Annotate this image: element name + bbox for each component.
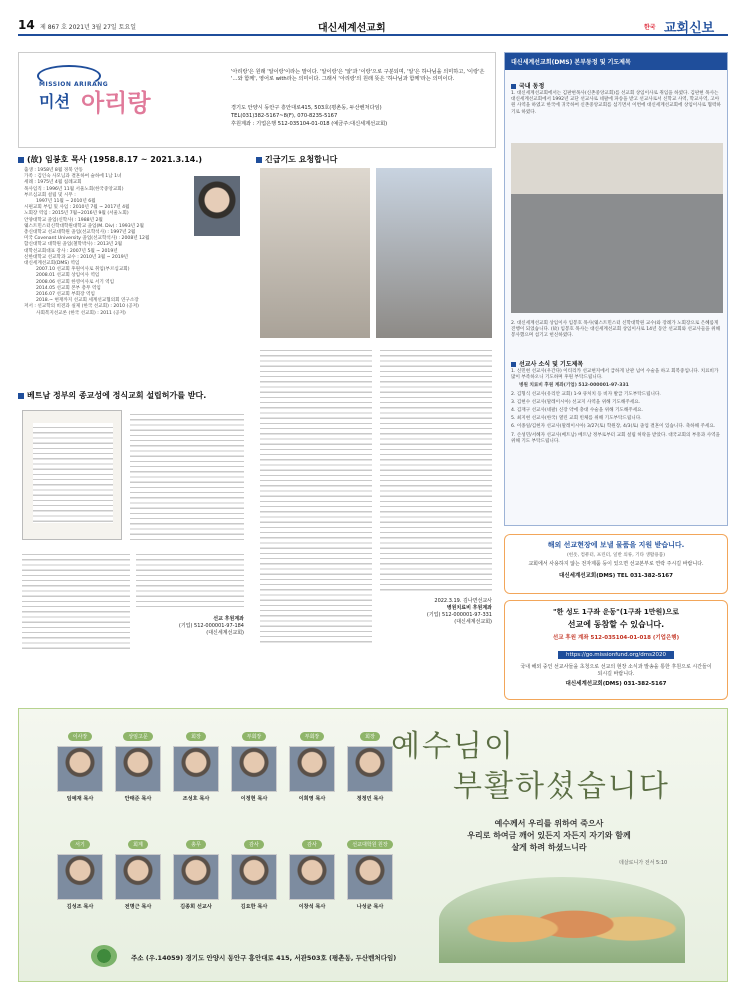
masthead bbox=[18, 52, 496, 148]
leader-card bbox=[53, 831, 107, 910]
leader-portrait bbox=[231, 854, 277, 900]
leader-card bbox=[169, 723, 223, 802]
dms-domestic-heading: 국내 동정 bbox=[519, 83, 545, 90]
vietnam-caption-1: 선교 후원계좌 bbox=[213, 616, 244, 622]
masthead-address: 경기도 안양시 동안구 흥안대로415, 503호(평촌동, 두산벤처다임) bbox=[231, 105, 382, 111]
leader-portrait bbox=[289, 746, 335, 792]
leader-card bbox=[285, 831, 339, 910]
leader-portrait bbox=[115, 746, 161, 792]
supplies-tel: 대신세계선교회(DMS) TEL 031-382-5167 bbox=[559, 572, 673, 579]
obituary-item: 대신세계선교회(DMS) 역임 bbox=[24, 261, 80, 267]
dms-logo-icon bbox=[91, 945, 117, 967]
leader-card bbox=[227, 831, 281, 910]
section-marker-icon bbox=[256, 157, 262, 163]
leader-role: 부회장 bbox=[300, 732, 325, 741]
hospital-photo bbox=[260, 168, 370, 338]
leader-portrait bbox=[57, 746, 103, 792]
header-church-name: 대신세계선교회 bbox=[318, 23, 386, 34]
leader-name: 전명근 목사 bbox=[124, 904, 152, 910]
obituary-item: 대학선교회대표 강사 : 2007년 5월 ~ 2019년 bbox=[24, 248, 118, 254]
campaign-body: 국내 해외 중인 선교사들을 초청으로 선교의 현장 소식과 발송을 통한 후원으로 시간들이 되시길 바랍니다. bbox=[520, 664, 712, 677]
family-photo bbox=[376, 168, 492, 338]
paper-logo-small: 한국 bbox=[644, 24, 656, 31]
obituary-item: 사회복지선교론 (한국 선교회) : 2011 (공저) bbox=[36, 310, 126, 316]
leader-role: 총무 bbox=[186, 840, 206, 849]
obituary-item: 세례 : 1975년 4월 침례교회 bbox=[24, 180, 82, 186]
section-marker-icon bbox=[18, 157, 24, 163]
logo-korean-1: 미션 bbox=[39, 92, 70, 111]
obituary-item: 시편교회 부임 및 사임 : 2010년 7월 ~ 2017년 4월 bbox=[24, 205, 130, 211]
obituary-item: 부르심교회 설립 및 시무 : bbox=[24, 192, 76, 198]
campaign-url[interactable]: https://go.missionfund.org/dms2020 bbox=[558, 651, 674, 659]
leader-name: 김성조 목사 bbox=[66, 904, 94, 910]
vietnam-article-text-2 bbox=[22, 550, 130, 650]
leader-name: 나성균 목사 bbox=[356, 904, 384, 910]
vietnam-section bbox=[18, 390, 248, 650]
vietnam-document-image bbox=[22, 410, 122, 540]
leader-name: 김요한 목사 bbox=[240, 904, 268, 910]
dms-news-item: 4. 김재구 선교사(네팔) 신장 약에 충대 수술을 위해 기도해주세요. bbox=[511, 408, 644, 414]
leader-card bbox=[227, 723, 281, 802]
obituary-item: 합신대학교 대학원 졸업(철학박사) : 2013년 2월 bbox=[24, 242, 123, 248]
leader-role: 이사장 bbox=[68, 732, 93, 741]
vietnam-article-text bbox=[130, 410, 244, 540]
leader-name: 임예재 목사 bbox=[66, 796, 94, 802]
leader-role: 선교대학원 원장 bbox=[347, 840, 392, 849]
dms-news-item: 5. 최지현 선교사(한국) 열린 교회 빈체를 위해 기도부탁드립니다. bbox=[511, 416, 642, 422]
easter-eggs-image bbox=[439, 877, 685, 963]
leader-portrait bbox=[173, 746, 219, 792]
leader-card bbox=[169, 831, 223, 910]
dms-meeting-photo bbox=[511, 143, 723, 313]
vietnam-caption-3: (대신세계선교회) bbox=[206, 630, 244, 636]
campaign-box bbox=[504, 600, 728, 700]
leader-role: 상임고문 bbox=[123, 732, 152, 741]
obituary-item: 웨스트민스터신학대학원대학교 졸업(M. Div) : 1993년 2월 bbox=[24, 223, 144, 229]
dms-news-item: 3. 김현수 선교사(말레이시아) 선교지 사역을 위해 기도해주세요. bbox=[511, 399, 641, 405]
easter-verse-ref: 데살로니가 전서 5:10 bbox=[619, 860, 668, 866]
leader-name: 안태준 목사 bbox=[124, 796, 152, 802]
dms-news-item: 병원 치료비 후원 계좌(기업) 512-000001-97-331 bbox=[519, 383, 629, 389]
dms-item-2: 2. 대신세계선교회 상임이사 임봉호 목사(웨스트민스터 신학대학원 교수)와 장례가 노회장으로 은혜롭게 진행이 되었습니다. (故) 임봉호 목사는 대신세계선교회 상임이사로 14년 동안 선교회와 선교사들을 위해 봉사했으며 섬기고 헌신하였다. bbox=[511, 321, 721, 339]
leader-portrait bbox=[289, 854, 335, 900]
obituary-item: 2016.07 선교회 부회장 역임 bbox=[36, 292, 95, 298]
obituary-item: 2018.~ 현재까지 선교회 세계선교협의회 연구소장 bbox=[36, 298, 139, 304]
campaign-join: 선교에 동참할 수 있습니다. bbox=[567, 620, 665, 629]
vietnam-article-text-3 bbox=[136, 550, 244, 610]
vietnam-caption-2: (기업) 512-000001-97-184 bbox=[178, 623, 244, 629]
easter-verse-1: 예수께서 우리를 위하여 죽으사 bbox=[494, 818, 604, 828]
logo-korean-2: 아리랑 bbox=[81, 89, 151, 117]
obituary-item: 출생 : 1958년 8월 경북 안동 bbox=[24, 168, 83, 173]
section-marker-icon bbox=[511, 362, 516, 367]
leader-card bbox=[285, 723, 339, 802]
leader-role: 감사 bbox=[244, 840, 264, 849]
obituary-item: 2008.01 선교회 상임이사 역임 bbox=[36, 273, 100, 279]
supplies-body: 교회에서 사용하지 않는 전자제품 등이 있으면 선교본부로 연락 주시길 바랍니다. bbox=[528, 561, 704, 567]
prayer-sign-2: 병원치료비 후원계좌 bbox=[446, 605, 492, 611]
page-header bbox=[18, 16, 728, 36]
logo-english: MISSION ARIRANG bbox=[39, 81, 109, 88]
campaign-account: 선교 후원 계좌 512-035104-01-018 (기업은행) bbox=[552, 635, 680, 641]
vietnam-title: 베트남 정부의 종교성에 정식교회 설립허가를 받다. bbox=[27, 391, 207, 400]
obituary-section bbox=[18, 154, 248, 384]
dms-news-list bbox=[511, 369, 723, 447]
dms-news-item: 2. 김형식 선교사(유리안 교회) 1-9 큐처치 등 비자 발급 기도부탁드립니다. bbox=[511, 391, 661, 397]
leader-role: 회계 bbox=[128, 840, 148, 849]
obituary-item: 노회장 역임 : 2015년 7월~2016년 9월 (서울노회) bbox=[24, 211, 129, 217]
obituary-item: 신한대학교 선교학과 교수 : 2010년 3월 ~ 2019년 bbox=[24, 254, 129, 260]
leader-name: 정정민 목사 bbox=[356, 796, 384, 802]
easter-headline-1: 예수님이 bbox=[391, 729, 515, 764]
leader-card bbox=[53, 723, 107, 802]
masthead-tel: TEL(031)382-5167~8(F), 070-8235-5167 bbox=[231, 113, 338, 119]
page-number: 14 bbox=[18, 18, 35, 32]
leader-portrait bbox=[115, 854, 161, 900]
dms-panel bbox=[504, 52, 728, 526]
masthead-account: 후원계좌 : 기업은행 512-035104-01-018 (예금주:대신세계선교회) bbox=[231, 121, 388, 127]
supplies-box bbox=[504, 534, 728, 594]
campaign-tel: 대신세계선교회(DMS) 031-382-5167 bbox=[565, 681, 667, 687]
paper-logo: 교회신보 bbox=[664, 21, 715, 36]
leader-role: 서기 bbox=[70, 840, 90, 849]
section-marker-icon bbox=[511, 84, 516, 89]
dms-news-item: 6. 이종일/김현자 선교사(말레이시아) 3/27(토) 학원장, 4/3(토) 졸업 결혼이 있습니다. 축하해 주세요. bbox=[511, 424, 716, 430]
obituary-item: 미국 Covenant University 졸업(선교학석사) : 2008년 12월 bbox=[24, 236, 150, 242]
issue-date: 제 867 호 2021년 3월 27일 토요일 bbox=[40, 24, 136, 31]
prayer-sign-4: (대신세계선교회) bbox=[454, 619, 492, 625]
prayer-title: 긴급기도 요청합니다 bbox=[265, 155, 338, 164]
obituary-item: 2008.06 선교회 한영이사로 서기 역임 bbox=[36, 279, 115, 285]
leader-role: 회장 bbox=[360, 732, 380, 741]
obituary-item: 2014.05 선교회 본부 총무 역임 bbox=[36, 285, 101, 291]
leader-name: 김종희 선교사 bbox=[180, 904, 212, 910]
leader-portrait bbox=[57, 854, 103, 900]
leader-role: 감사 bbox=[302, 840, 322, 849]
leader-portrait bbox=[173, 854, 219, 900]
masthead-intro: '아리랑'은 원래 '알이랑'이라는 말이다. '알이랑'은 '알'과 '이랑'으로 구분되며, '알'은 하나님을 의미하고, '이랑'은 '…와 함께', 영어로 with라는 의미이다. 그래서 '아리랑'의 원래 뜻은 '하나님과 함께'라는 의미이다. bbox=[231, 69, 485, 82]
prayer-sign-3: (기업) 512-000001-97-331 bbox=[426, 612, 492, 618]
dms-news-heading: 선교사 소식 및 기도제목 bbox=[519, 361, 584, 368]
leader-role: 부회장 bbox=[242, 732, 267, 741]
easter-verse-3: 살게 하려 하셨느니라 bbox=[511, 842, 587, 852]
leader-card bbox=[343, 723, 397, 802]
leader-portrait bbox=[347, 854, 393, 900]
dms-news-item: 7. 손성민/서혜자 선교사(베트남) 베트남 정부로부터 교회 설립 허락을 받았다. 대국교회의 부흥과 사역을 위해 기도 부탁드립니다. bbox=[511, 432, 720, 444]
easter-verse-2: 우리로 하여금 깨어 있든지 자든지 자기와 함께 bbox=[467, 830, 631, 840]
leader-name: 이정현 목사 bbox=[240, 796, 268, 802]
supplies-sub: (헌옷, 컴퓨터, 프린터, 일반 의류, 기타 생활용품) bbox=[566, 553, 666, 558]
dms-item-1: 1. 대신세계선교회에서는 김판현목사(신촌중앙교회)를 선교회 상임이사로 취임을 하였다. 김판현 목사는 대신세계선교회에서 1992년 교단 선교사로 네팔에 파송을 받고 선교사로서 신학교 사역, 학교사역, 고아원 사역을 하였고 한국에 귀국하여 신촌중앙교회를 섬기면서 이번에 대신세계선교회에 상임이사로 협력하기로 하였다. bbox=[511, 91, 721, 115]
leader-portrait bbox=[347, 746, 393, 792]
obituary-item: 안양대학교 졸업(신학사) : 1988년 2월 bbox=[24, 217, 103, 223]
leader-role: 회장 bbox=[186, 732, 206, 741]
easter-banner bbox=[18, 708, 728, 982]
prayer-text-col2 bbox=[380, 346, 492, 594]
leader-card bbox=[111, 831, 165, 910]
dms-panel-title: 대신세계선교회(DMS) 본부동정 및 기도제목 bbox=[505, 53, 727, 70]
leader-name: 조성호 목사 bbox=[182, 796, 210, 802]
obituary-item: 총신대학교 선교대학원 졸업(선교학석사) : 1997년 2월 bbox=[24, 230, 136, 236]
prayer-section bbox=[256, 154, 496, 654]
obituary-item: 2007.10 선교회 후원이사로 취임(부르심교회) bbox=[36, 267, 130, 273]
obituary-item: 1997년 11월 ~ 2010년 6월 bbox=[36, 199, 96, 205]
obituary-item: 저서 : 선교학의 비전과 실제 (한국 선교회) : 2010 (공저) bbox=[24, 304, 139, 310]
leader-name: 이창석 목사 bbox=[298, 904, 326, 910]
easter-headline-2: 부활하셨습니다 bbox=[453, 769, 670, 804]
obituary-portrait bbox=[194, 176, 240, 236]
section-marker-icon bbox=[18, 393, 24, 399]
obituary-title: (故) 임봉호 목사 (1958.8.17 ~ 2021.3.14.) bbox=[27, 155, 203, 164]
prayer-sign-1: 2022.3.19. 김나면선교사 bbox=[434, 598, 492, 604]
leader-portrait bbox=[231, 746, 277, 792]
dms-news-item: 1. 신민현 선교사(우간다) 이티리카 선교현지에서 급하게 난관 넘어 수술을 하고 회복중입니다. 치료비가 많이 부족하오니 기도하며 후원 부탁드립니다. bbox=[511, 369, 719, 381]
supplies-title: 해외 선교현장에 보낼 물품을 지원 받습니다. bbox=[547, 541, 685, 549]
leader-name: 이희영 목사 bbox=[298, 796, 326, 802]
leader-card bbox=[111, 723, 165, 802]
footer-address: 주소 (우.14059) 경기도 안양시 동안구 흥안대로 415, 서관503호 (평촌동, 두산벤처다임) bbox=[131, 954, 397, 962]
obituary-item: 목사임직 : 1996년 11월 서울노회(한국중앙교회) bbox=[24, 186, 124, 192]
campaign-title: "한 성도 1구좌 운동"(1구좌 1만원)으로 bbox=[553, 608, 679, 616]
prayer-text-col1 bbox=[260, 346, 372, 646]
leader-card bbox=[343, 831, 397, 910]
obituary-item: 가족 : 김인숙 사모님과 결혼하여 슬하에 1남 1녀 bbox=[24, 174, 122, 180]
